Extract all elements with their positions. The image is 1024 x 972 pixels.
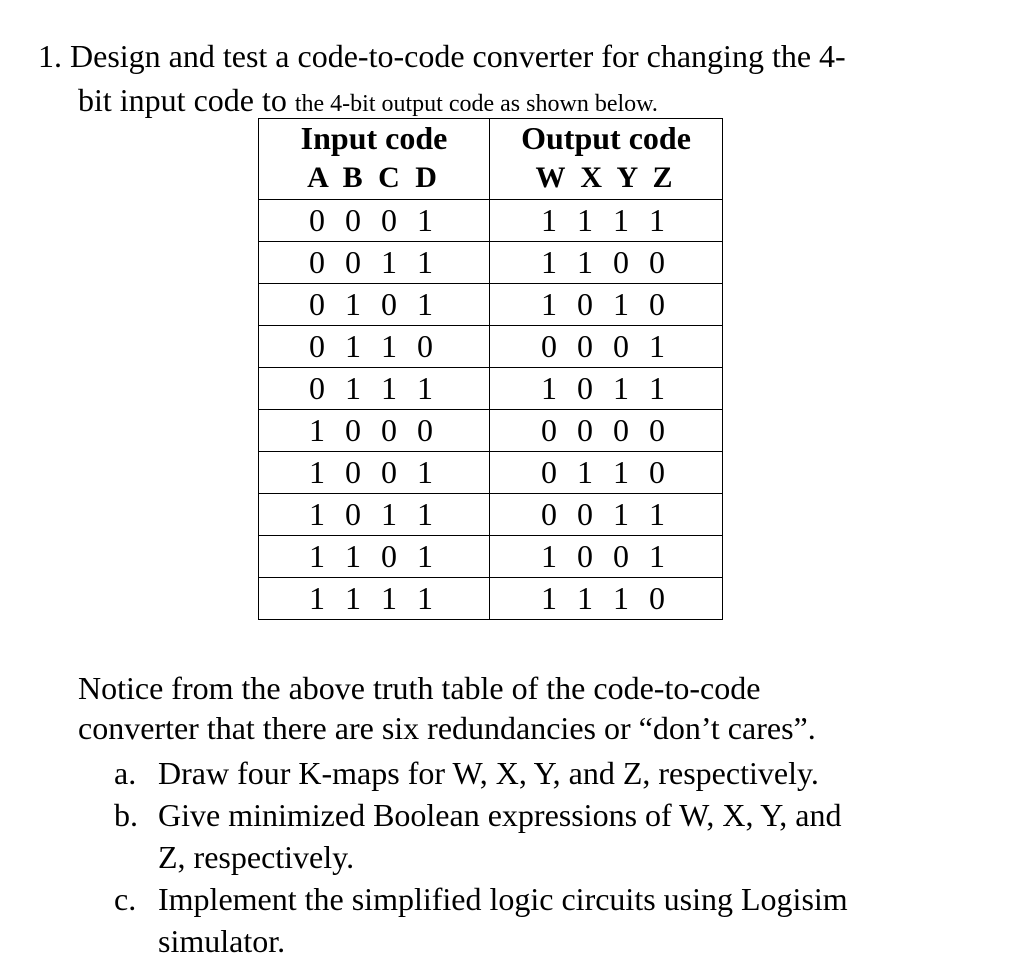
output-code-cell: 0 0 0 0 (490, 410, 723, 452)
list-item (114, 752, 994, 794)
list-item-label: a. (114, 755, 137, 791)
output-code-cell: 1 1 1 0 (490, 578, 723, 620)
table-row (259, 368, 723, 410)
notice-paragraph (78, 668, 978, 748)
table-row (259, 410, 723, 452)
truth-table-body (259, 200, 723, 620)
input-code-cell: 1 1 1 1 (259, 578, 490, 620)
output-code-cell: 1 1 1 1 (490, 200, 723, 242)
truth-table (258, 118, 723, 620)
output-code-header: Output code (490, 119, 723, 158)
input-code-cell: 0 1 1 0 (259, 326, 490, 368)
table-row (259, 452, 723, 494)
list-item (114, 878, 994, 962)
table-row (259, 578, 723, 620)
table-row (259, 536, 723, 578)
input-code-cell: 1 1 0 1 (259, 536, 490, 578)
question-line-2-small: the 4-bit output code as shown below. (294, 91, 658, 117)
output-code-cell: 1 0 1 0 (490, 284, 723, 326)
table-row (259, 242, 723, 284)
question-line-2-large: bit input code to (78, 82, 295, 118)
input-vars-header: A B C D (259, 157, 490, 200)
list-item (114, 794, 994, 878)
table-row (259, 494, 723, 536)
table-row (259, 326, 723, 368)
output-vars-header: W X Y Z (490, 157, 723, 200)
output-code-cell: 1 1 0 0 (490, 242, 723, 284)
input-code-cell: 0 1 0 1 (259, 284, 490, 326)
input-code-cell: 1 0 1 1 (259, 494, 490, 536)
output-code-cell: 0 0 1 1 (490, 494, 723, 536)
notice-line-1: Notice from the above truth table of the code-to-code (78, 670, 761, 706)
question-line-1: 1. Design and test a code-to-code converter for changing the 4- (38, 38, 846, 74)
input-code-cell: 0 0 0 1 (259, 200, 490, 242)
input-code-cell: 0 1 1 1 (259, 368, 490, 410)
input-code-header: Input code (259, 119, 490, 158)
table-row (259, 284, 723, 326)
list-item-label: c. (114, 881, 137, 917)
notice-line-2: converter that there are six redundancies or “don’t cares”. (78, 710, 816, 746)
input-code-cell: 1 0 0 1 (259, 452, 490, 494)
output-code-cell: 1 0 0 1 (490, 536, 723, 578)
list-item-label: b. (114, 797, 138, 833)
output-code-cell: 0 0 0 1 (490, 326, 723, 368)
list-item-text: Implement the simplified logic circuits using Logisim simulator. (158, 881, 848, 959)
output-code-cell: 0 1 1 0 (490, 452, 723, 494)
list-item-text: Give minimized Boolean expressions of W, X, Y, and Z, respectively. (158, 797, 842, 875)
list-item-text: Draw four K-maps for W, X, Y, and Z, respectively. (158, 755, 819, 791)
task-list (114, 752, 994, 962)
output-code-cell: 1 0 1 1 (490, 368, 723, 410)
table-row (259, 200, 723, 242)
input-code-cell: 1 0 0 0 (259, 410, 490, 452)
input-code-cell: 0 0 1 1 (259, 242, 490, 284)
